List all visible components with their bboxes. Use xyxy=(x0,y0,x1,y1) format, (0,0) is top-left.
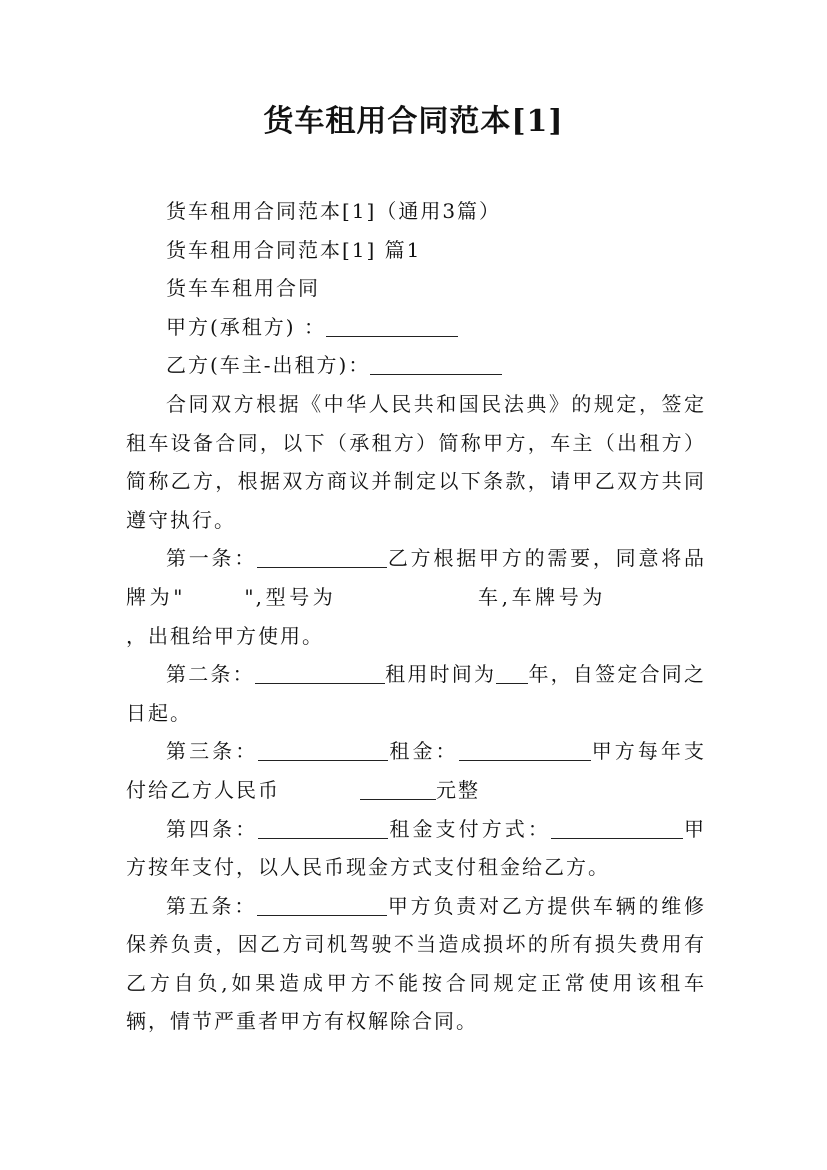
party-a-label: 甲方(承租方) ： xyxy=(166,314,326,339)
section-heading: 货车租用合同范本[1] 篇1 xyxy=(166,237,422,262)
article-2-years-blank xyxy=(496,663,528,684)
intro-paragraph: 合同双方根据《中华人民共和国民法典》的规定，签定租车设备合同，以下（承租方）简称甲方，车主（出租方）简称乙方，根据双方商议并制定以下条款，请甲乙双方共同遵守执行。 xyxy=(126,391,706,532)
contract-name: 货车车租用合同 xyxy=(166,276,320,301)
article-3-label: 第三条： xyxy=(166,739,259,764)
article-4 xyxy=(126,810,706,887)
document-title: 货车租用合同范本[1] xyxy=(263,104,564,139)
document-body xyxy=(126,192,706,1041)
party-b-blank xyxy=(370,354,502,375)
article-1-text-b: ",型号为 xyxy=(244,584,337,609)
article-4-method-blank xyxy=(551,818,683,839)
article-1-text-a: 乙方根据甲方的需要，同意将品牌为" xyxy=(126,546,707,609)
article-2-blank xyxy=(255,663,385,684)
article-5-text: 甲方负责对乙方提供车辆的维修保养负责，因乙方司机驾驶不当造成损坏的所有损失费用有乙方自负,如果造成甲方不能按合同规定正常使用该租车辆，情节严重者甲方有权解除合同。 xyxy=(126,893,707,1034)
article-3-blank xyxy=(258,740,388,761)
article-4-blank xyxy=(258,818,388,839)
article-2-label: 第二条： xyxy=(166,662,255,687)
article-1-text-d: ，出租给甲方使用。 xyxy=(126,623,324,648)
article-3-text-a: 租金： xyxy=(388,739,459,764)
article-4-text-a: 租金支付方式： xyxy=(388,816,551,841)
article-3-text-c: 元整 xyxy=(436,777,480,802)
article-4-text-b: 甲方按年支付，以人民币现金方式支付租金给乙方。 xyxy=(126,816,707,880)
article-1-text-c: 车,车牌号为 xyxy=(476,584,607,609)
party-b-label: 乙方(车主-出租方)： xyxy=(166,353,371,378)
article-2 xyxy=(126,655,706,732)
article-3 xyxy=(126,732,706,809)
party-b-line xyxy=(126,346,706,385)
article-3-text-b: 甲方每年支付给乙方人民币 xyxy=(126,739,707,802)
article-5-label: 第五条： xyxy=(166,893,258,918)
party-a-line xyxy=(126,308,706,347)
article-1-blank xyxy=(257,547,387,568)
article-5-blank xyxy=(257,895,387,916)
article-1-label: 第一条： xyxy=(166,546,258,571)
article-3-amount-blank xyxy=(360,779,436,800)
party-a-blank xyxy=(326,316,458,337)
article-3-rent-blank xyxy=(459,740,591,761)
article-1 xyxy=(126,539,706,655)
article-2-text-a: 租用时间为 xyxy=(384,662,497,687)
article-2-text-b: 年，自签定合同之日起。 xyxy=(126,662,707,725)
article-4-label: 第四条： xyxy=(166,816,259,841)
document-subtitle: 货车租用合同范本[1]（通用3篇） xyxy=(166,199,502,223)
article-5 xyxy=(126,887,706,1041)
